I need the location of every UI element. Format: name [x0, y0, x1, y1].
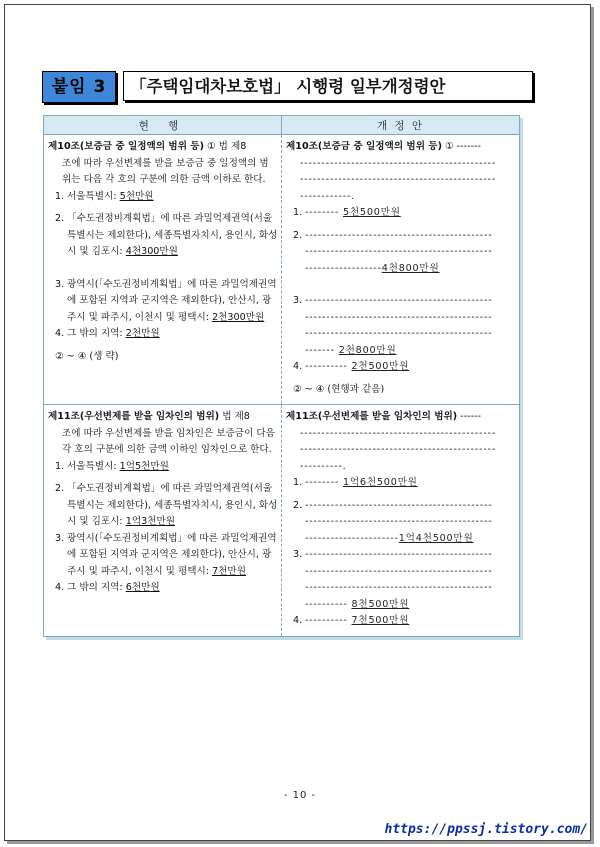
- current-art10-omit: ② ~ ④ (생 략): [55, 350, 119, 362]
- dash-line: ------------.: [300, 190, 355, 202]
- revised-art11-item-1: 1. -------- 1억6천500만원: [293, 477, 418, 488]
- amount: 2천500만원: [351, 361, 410, 372]
- amount: 5천500만원: [342, 207, 401, 218]
- amount: 1억3천만원: [125, 516, 175, 527]
- amount: 5천만원: [119, 190, 154, 202]
- current-art11-item-4: 4. 그 밖의 지역: 6천만원: [55, 582, 160, 593]
- revised-art11-intro: 제11조(우선변제를 받을 임차인의 범위) ------ ---------------------------------------------- ---------------------------------------------- ----------.: [282, 409, 519, 475]
- amount: 2천800만원: [338, 344, 397, 356]
- amount: 4천800만원: [381, 262, 440, 274]
- revised-art10-item-2: 2. -------------------------------------------- -------------------------------------------- ------------------4천800만원: [293, 229, 493, 274]
- revised-art10-item-1: 1. -------- 5천500만원: [293, 207, 401, 218]
- dash-line: ----------.: [300, 460, 347, 472]
- amount: 4천300만원: [125, 246, 178, 257]
- amount: 1억6천500만원: [342, 477, 418, 488]
- amount: 7천500만원: [351, 615, 410, 626]
- revised-article-11: [282, 405, 520, 637]
- current-article-11: [44, 405, 282, 637]
- revised-article-10: [282, 135, 520, 405]
- amount: 1억4천500만원: [398, 532, 474, 544]
- revised-art11-item-4: 4. ---------- 7천500만원: [293, 615, 410, 626]
- revised-art11-item-3: 3. -------------------------------------------- -------------------------------------------- -------------------------------------------- ---------- 8천500만원: [293, 549, 493, 610]
- current-art11-item-1: 1. 서울특별시: 1억5천만원: [55, 460, 169, 472]
- dash-line: ----------------------------------------------: [300, 444, 497, 455]
- watermark-url: https://ppssj.tistory.com/: [384, 822, 588, 837]
- current-art11-item-3: 3. 광역시(「수도권정비계획법」에 따른 과밀억제권역에 포함된 지역과 군지역은 제외한다), 안산시, 광주시 및 파주시, 이천시 및 평택시: 7천만원: [55, 532, 277, 577]
- current-art10-item-3: 3. 광역시(「수도권정비계획법」에 따른 과밀억제권역에 포함된 지역과 군지역은 제외한다), 안산시, 광주시 및 파주시, 이천시 및 평택시: 2천300만원: [55, 278, 277, 323]
- amount: 7천만원: [212, 565, 246, 577]
- amount: 6천만원: [125, 582, 160, 593]
- current-art11-item-2: 2. 「수도권정비계획법」에 따른 과밀억제권역(서울특별시는 제외한다), 세종특별자치시, 용인시, 화성시 및 김포시: 1억3천만원: [55, 483, 278, 527]
- document-heading: [42, 71, 534, 103]
- current-art10-item-1: 1. 서울특별시: 5천만원: [55, 190, 154, 202]
- article-11-row: [44, 405, 520, 637]
- document-title: 「주택임대차보호법」 시행령 일부개정령안: [123, 71, 533, 101]
- current-article-10: [44, 135, 282, 405]
- column-header-current: 현 행: [44, 116, 282, 135]
- revised-art10-intro: 제10조(보증금 중 일정액의 범위 등) ① ------- ---------------------------------------------- ---------------------------------------------- ------------.: [282, 139, 519, 205]
- amount: 2천300만원: [212, 311, 265, 323]
- amount: 1억5천만원: [119, 460, 169, 472]
- revised-art10-omit: ② ~ ④ (현행과 같음): [293, 383, 385, 395]
- revised-art11-item-2: 2. -------------------------------------------- -------------------------------------------- ----------------------1억4천500만원: [293, 499, 493, 544]
- amount: 2천만원: [125, 328, 160, 339]
- current-art10-item-2: 2. 「수도권정비계획법」에 따른 과밀억제권역(서울특별시는 제외한다), 세종특별자치시, 용인시, 화성시 및 김포시: 4천300만원: [55, 213, 278, 257]
- page-number: - 10 -: [283, 790, 317, 801]
- column-header-revised: 개 정 안: [282, 116, 520, 135]
- current-art11-intro: 제11조(우선변제를 받을 임차인의 범위) 법 제8 조에 따라 우선변제를 받을 임차인은 보증금이 다음 각 호의 구분에 의한 금액 이하인 임차인으로 한다.: [48, 411, 275, 455]
- current-art10-item-4: 4. 그 밖의 지역: 2천만원: [55, 328, 160, 339]
- appendix-label: 붙임 3: [42, 71, 116, 103]
- comparison-table: [43, 115, 520, 637]
- dash-line: ----------------------------------------------: [300, 427, 497, 439]
- revised-art10-item-4: 4. ---------- 2천500만원: [293, 361, 410, 372]
- dash-line: ----------------------------------------------: [300, 157, 497, 169]
- dash-line: ----------------------------------------------: [300, 174, 497, 185]
- amount: 8천500만원: [351, 598, 410, 610]
- current-art10-intro: 제10조(보증금 중 일정액의 범위 등) ① 법 제8 조에 따라 우선변제를 받을 보증금 중 일정액의 범위는 다음 각 호의 구분에 의한 금액 이하로 한다.: [48, 141, 269, 185]
- revised-art10-item-3: 3. -------------------------------------------- -------------------------------------------- -------------------------------------------- ------- 2천800만원: [293, 295, 493, 356]
- article-10-row: [44, 135, 520, 405]
